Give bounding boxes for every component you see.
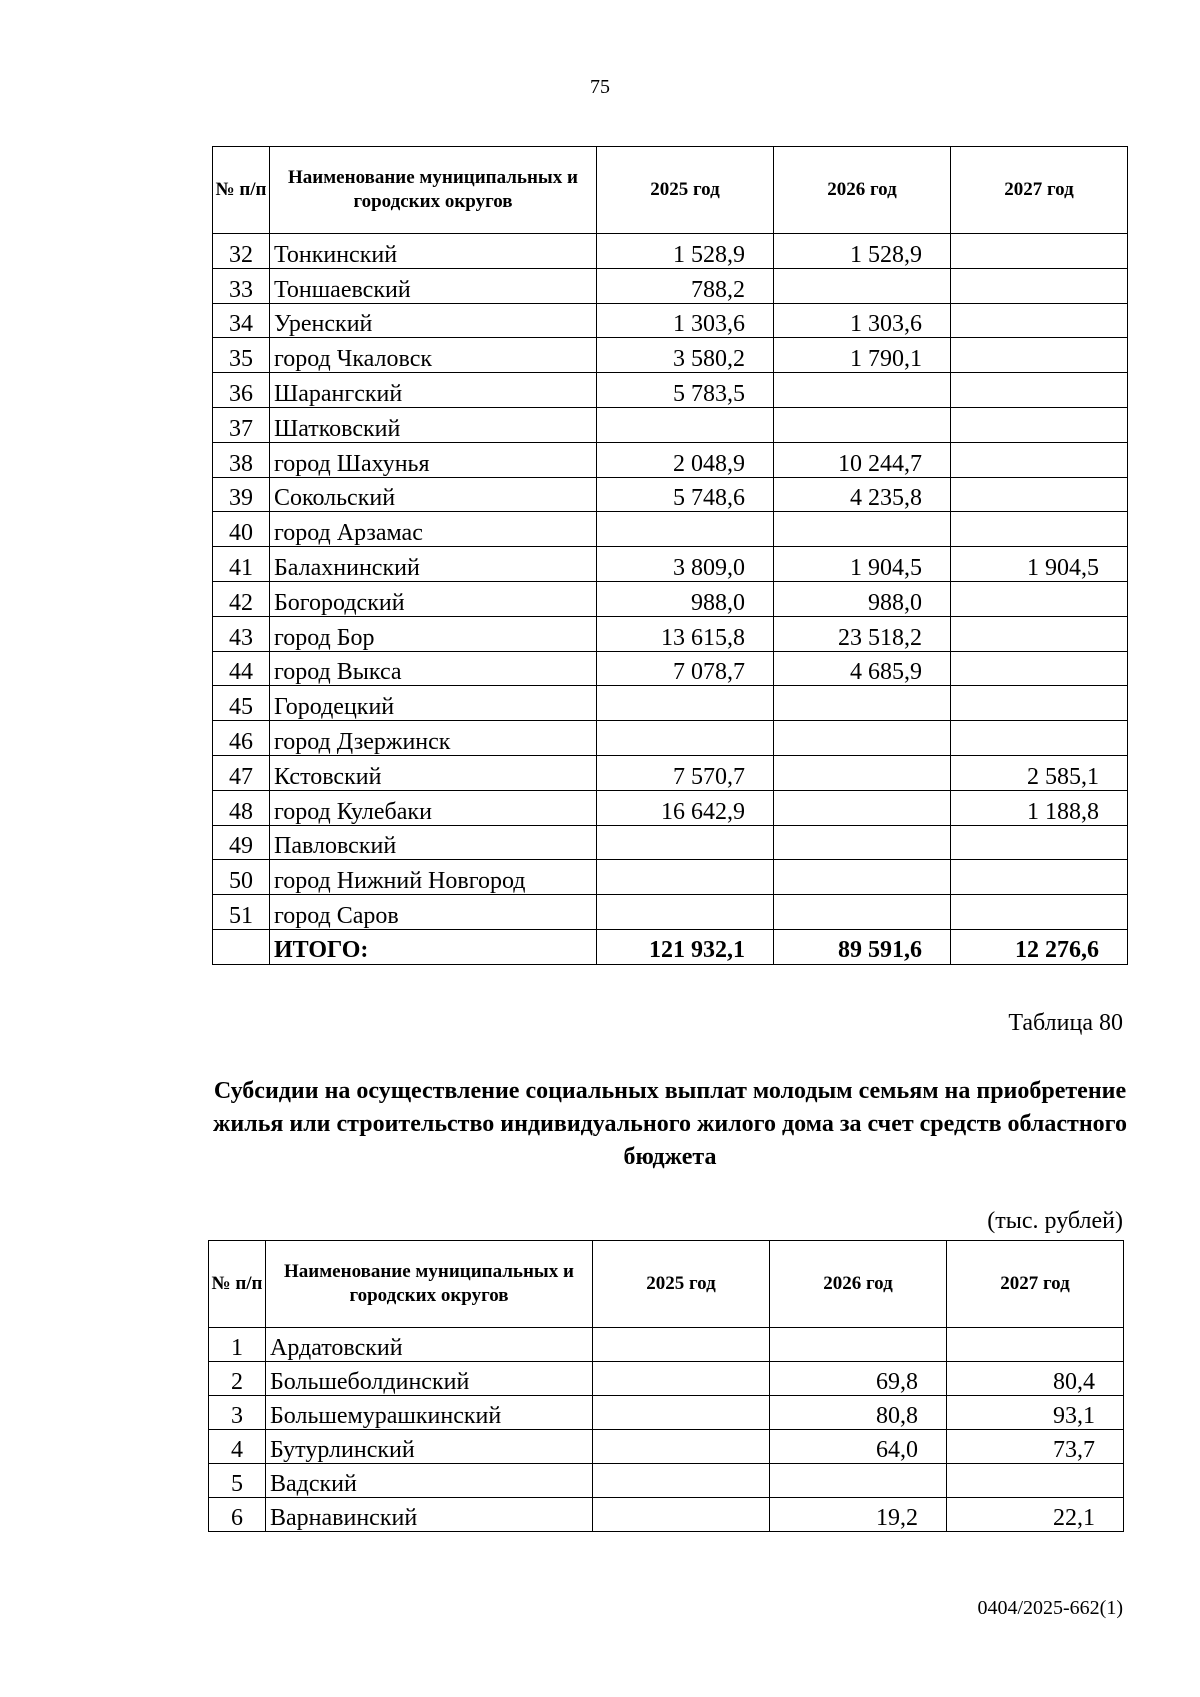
row-value-2027 <box>951 268 1128 303</box>
row-value-2027 <box>951 825 1128 860</box>
page-number: 75 <box>590 76 610 98</box>
row-value-2026 <box>774 825 951 860</box>
total-2026: 89 591,6 <box>774 929 951 964</box>
row-value-2026: 10 244,7 <box>774 442 951 477</box>
row-number: 34 <box>213 303 270 338</box>
table-row <box>213 686 1128 721</box>
row-value-2025 <box>597 860 774 895</box>
table-row <box>213 547 1128 582</box>
document-code: 0404/2025-662(1) <box>977 1597 1123 1619</box>
row-municipality: Большемурашкинский <box>266 1396 593 1430</box>
table-row <box>213 407 1128 442</box>
row-municipality: город Саров <box>270 895 597 930</box>
row-municipality: Кстовский <box>270 755 597 790</box>
row-value-2027 <box>951 895 1128 930</box>
row-value-2025: 5 783,5 <box>597 373 774 408</box>
row-number: 33 <box>213 268 270 303</box>
units-label: (тыс. рублей) <box>987 1208 1123 1234</box>
table-row <box>209 1498 1124 1532</box>
row-value-2025 <box>597 512 774 547</box>
row-municipality: город Шахунья <box>270 442 597 477</box>
total-2027: 12 276,6 <box>951 929 1128 964</box>
row-number: 42 <box>213 581 270 616</box>
table-row <box>213 512 1128 547</box>
total-label: ИТОГО: <box>270 929 597 964</box>
table-row <box>213 234 1128 269</box>
row-number: 43 <box>213 616 270 651</box>
table-row <box>213 651 1128 686</box>
row-value-2026: 1 303,6 <box>774 303 951 338</box>
row-value-2027 <box>951 338 1128 373</box>
header-2027: 2027 год <box>947 1241 1124 1328</box>
header-2027: 2027 год <box>951 147 1128 234</box>
row-number: 5 <box>209 1464 266 1498</box>
row-municipality: Шатковский <box>270 407 597 442</box>
row-value-2025 <box>593 1396 770 1430</box>
table-row <box>213 721 1128 756</box>
row-value-2025 <box>593 1464 770 1498</box>
header-municipality: Наименование муниципальных и городских округов <box>266 1241 593 1328</box>
row-value-2026 <box>774 895 951 930</box>
row-value-2025 <box>593 1430 770 1464</box>
row-value-2027 <box>951 721 1128 756</box>
row-value-2026: 64,0 <box>770 1430 947 1464</box>
total-row <box>213 929 1128 964</box>
row-value-2026 <box>774 721 951 756</box>
row-municipality: Вадский <box>266 1464 593 1498</box>
row-municipality: Балахнинский <box>270 547 597 582</box>
row-value-2025 <box>597 686 774 721</box>
row-number: 51 <box>213 895 270 930</box>
row-number: 35 <box>213 338 270 373</box>
table-row <box>213 895 1128 930</box>
table-row <box>209 1430 1124 1464</box>
row-number: 37 <box>213 407 270 442</box>
row-municipality: город Выкса <box>270 651 597 686</box>
row-value-2027: 1 188,8 <box>951 790 1128 825</box>
row-value-2025 <box>597 721 774 756</box>
row-value-2027 <box>951 442 1128 477</box>
row-number: 4 <box>209 1430 266 1464</box>
row-value-2026 <box>774 268 951 303</box>
row-number: 41 <box>213 547 270 582</box>
row-municipality: Большеболдинский <box>266 1362 593 1396</box>
row-value-2025 <box>597 825 774 860</box>
row-municipality: Ардатовский <box>266 1328 593 1362</box>
table-row <box>213 790 1128 825</box>
row-value-2027 <box>951 512 1128 547</box>
row-value-2027: 22,1 <box>947 1498 1124 1532</box>
table-row <box>213 581 1128 616</box>
table-row <box>213 616 1128 651</box>
row-value-2026 <box>770 1464 947 1498</box>
row-value-2025: 3 580,2 <box>597 338 774 373</box>
subsidy-table-80 <box>208 1240 1124 1532</box>
row-value-2025 <box>597 407 774 442</box>
row-value-2025: 1 528,9 <box>597 234 774 269</box>
row-number: 32 <box>213 234 270 269</box>
row-value-2027 <box>951 651 1128 686</box>
row-value-2025 <box>593 1498 770 1532</box>
row-value-2026 <box>774 860 951 895</box>
row-value-2027 <box>951 234 1128 269</box>
table-row <box>213 442 1128 477</box>
row-value-2026 <box>774 512 951 547</box>
table-row <box>209 1396 1124 1430</box>
row-value-2025: 7 570,7 <box>597 755 774 790</box>
row-municipality: город Чкаловск <box>270 338 597 373</box>
row-number: 48 <box>213 790 270 825</box>
table-row <box>209 1464 1124 1498</box>
row-value-2026: 69,8 <box>770 1362 947 1396</box>
row-municipality: Тоншаевский <box>270 268 597 303</box>
row-municipality: Варнавинский <box>266 1498 593 1532</box>
row-number: 39 <box>213 477 270 512</box>
row-municipality: Богородский <box>270 581 597 616</box>
row-number: 45 <box>213 686 270 721</box>
row-number: 49 <box>213 825 270 860</box>
row-number: 2 <box>209 1362 266 1396</box>
row-value-2026 <box>774 790 951 825</box>
table-row <box>213 373 1128 408</box>
row-value-2026: 4 685,9 <box>774 651 951 686</box>
row-value-2027 <box>951 581 1128 616</box>
row-value-2025: 7 078,7 <box>597 651 774 686</box>
subsidy-table-79-continued <box>212 146 1128 965</box>
row-value-2025: 5 748,6 <box>597 477 774 512</box>
header-2026: 2026 год <box>774 147 951 234</box>
row-value-2027: 73,7 <box>947 1430 1124 1464</box>
row-value-2025 <box>593 1328 770 1362</box>
row-value-2026: 988,0 <box>774 581 951 616</box>
row-municipality: город Кулебаки <box>270 790 597 825</box>
row-value-2027: 2 585,1 <box>951 755 1128 790</box>
row-value-2026: 1 790,1 <box>774 338 951 373</box>
row-value-2027 <box>951 686 1128 721</box>
row-value-2026: 4 235,8 <box>774 477 951 512</box>
row-municipality: город Бор <box>270 616 597 651</box>
row-municipality: Тонкинский <box>270 234 597 269</box>
row-value-2027 <box>947 1328 1124 1362</box>
row-number: 47 <box>213 755 270 790</box>
row-municipality: Павловский <box>270 825 597 860</box>
row-value-2027 <box>947 1464 1124 1498</box>
row-value-2027: 80,4 <box>947 1362 1124 1396</box>
table-row <box>209 1328 1124 1362</box>
table-row <box>213 860 1128 895</box>
row-value-2026 <box>774 686 951 721</box>
row-value-2027 <box>951 303 1128 338</box>
row-number: 38 <box>213 442 270 477</box>
header-municipality: Наименование муниципальных и городских округов <box>270 147 597 234</box>
row-value-2027: 93,1 <box>947 1396 1124 1430</box>
table-header-row <box>213 147 1128 234</box>
row-municipality: Шарангский <box>270 373 597 408</box>
table-row <box>213 268 1128 303</box>
row-value-2026: 19,2 <box>770 1498 947 1532</box>
table-caption: Таблица 80 <box>1008 1010 1123 1036</box>
row-number: 3 <box>209 1396 266 1430</box>
row-number: 46 <box>213 721 270 756</box>
total-number-cell <box>213 929 270 964</box>
row-municipality: город Дзержинск <box>270 721 597 756</box>
row-value-2027 <box>951 407 1128 442</box>
table-row <box>213 338 1128 373</box>
header-2026: 2026 год <box>770 1241 947 1328</box>
row-value-2025: 788,2 <box>597 268 774 303</box>
row-number: 6 <box>209 1498 266 1532</box>
table-row <box>213 303 1128 338</box>
row-number: 36 <box>213 373 270 408</box>
table-header-row <box>209 1241 1124 1328</box>
row-value-2026 <box>770 1328 947 1362</box>
row-value-2027 <box>951 373 1128 408</box>
row-value-2026 <box>774 407 951 442</box>
row-number: 50 <box>213 860 270 895</box>
row-value-2025 <box>597 895 774 930</box>
row-value-2027 <box>951 477 1128 512</box>
row-value-2026: 1 904,5 <box>774 547 951 582</box>
header-2025: 2025 год <box>597 147 774 234</box>
row-municipality: город Нижний Новгород <box>270 860 597 895</box>
row-value-2026 <box>774 755 951 790</box>
row-number: 44 <box>213 651 270 686</box>
total-2025: 121 932,1 <box>597 929 774 964</box>
row-value-2025: 2 048,9 <box>597 442 774 477</box>
row-value-2027 <box>951 860 1128 895</box>
table-row <box>213 477 1128 512</box>
row-value-2025: 16 642,9 <box>597 790 774 825</box>
row-municipality: Сокольский <box>270 477 597 512</box>
row-value-2025: 13 615,8 <box>597 616 774 651</box>
header-number: № п/п <box>213 147 270 234</box>
table-row <box>213 825 1128 860</box>
row-value-2026: 23 518,2 <box>774 616 951 651</box>
row-value-2025: 988,0 <box>597 581 774 616</box>
table-row <box>209 1362 1124 1396</box>
row-value-2027: 1 904,5 <box>951 547 1128 582</box>
row-value-2026: 1 528,9 <box>774 234 951 269</box>
row-value-2025: 1 303,6 <box>597 303 774 338</box>
table-row <box>213 755 1128 790</box>
table-title: Субсидии на осуществление социальных выплат молодым семьям на приобретение жилья или строительство индивидуального жилого дома за счет средств областного бюджета <box>213 1078 1127 1170</box>
row-value-2027 <box>951 616 1128 651</box>
row-value-2026: 80,8 <box>770 1396 947 1430</box>
row-value-2025 <box>593 1362 770 1396</box>
row-value-2025: 3 809,0 <box>597 547 774 582</box>
row-municipality: Городецкий <box>270 686 597 721</box>
row-number: 1 <box>209 1328 266 1362</box>
row-value-2026 <box>774 373 951 408</box>
row-municipality: Бутурлинский <box>266 1430 593 1464</box>
row-municipality: город Арзамас <box>270 512 597 547</box>
header-number: № п/п <box>209 1241 266 1328</box>
row-number: 40 <box>213 512 270 547</box>
row-municipality: Уренский <box>270 303 597 338</box>
header-2025: 2025 год <box>593 1241 770 1328</box>
